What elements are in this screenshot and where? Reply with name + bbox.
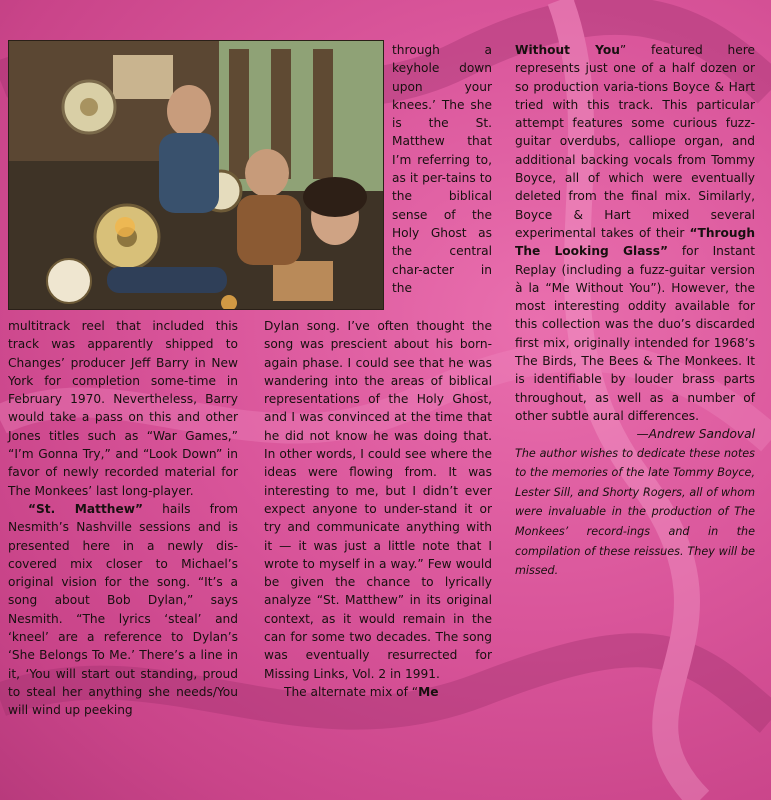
through-the-looking-glass-title: “Through The Looking Glass” [515, 225, 755, 259]
alternate-mix-text: The alternate mix of “ [284, 684, 419, 699]
column-3 [515, 41, 755, 581]
band-photo-illustration [9, 41, 383, 309]
me-without-you-title-start: Me [418, 684, 439, 699]
band-photo [8, 40, 384, 310]
author-signature: —Andrew Sandoval [636, 427, 755, 442]
col3-text-a: ” featured here represents just one of a half dozen or so production varia-tions Boyce & Hart tried with this track. This particular attempt features some curious fuzz-guitar overdubs, calliope organ, and additional backing vocals from Tommy Boyce, all of which were eventually deleted from the final mix. Similarly, Boyce & Hart mixed several experimental takes of their [515, 43, 756, 240]
col3-paragraph-1 [515, 41, 755, 425]
col3-text-b: for Instant Replay (including a fuzz-guitar version à la “Me Without You”). However, the most interesting oddity available for this collection was the duo’s discarded first mix, originally intended for 1968’s The Birds, The Bees & The Monkees. It is identifiable by louder brass parts throughout, as well as a number of other subtle aural differences. [515, 244, 755, 423]
me-without-you-title-end: Without You [515, 43, 620, 57]
column-1 [8, 317, 238, 720]
col1-paragraph-1: multitrack reel that included this track was apparently shipped to Changes’ producer Jeff Barry in New York for completion some-time in February 1970. Nevertheless, Barry would take a pass on this and other Jones titles such as “War Games,” “I’m Gonna Try,” and “Look Down” in favor of newly recorded material for The Monkees’ last long-player. [8, 319, 238, 498]
col2-paragraph-2 [264, 683, 492, 701]
dedication: The author wishes to dedicate these notes to the memories of the late Tommy Boyce, Lester Sill, and Shorty Rogers, all of whom were invaluable in the production of The Monkees’ record-ings and in the compilation of these reissues. They will be missed. [515, 446, 755, 578]
col1-paragraph-2-text: hails from Nesmith’s Nashville sessions and is presented here in a newly dis-covered mix closer to Michael’s original vision for the song. “It’s a song about Bob Dylan,” says Nesmith. “The lyrics ‘steal’ and ‘kneel’ are a reference to Dylan’s ‘She Belongs To Me.’ There’s a line in it, ‘You will start out standing, proud to steal her anything she needs/You will wind up peeking [8, 501, 238, 718]
col2-paragraph-1: Dylan song. I’ve often thought the song was prescient about his born-again phase. I could see that he was wandering into the areas of biblical representations of the Holy Ghost, and I was convinced at the time that he did not know he was doing that. In other words, I could see where the ideas were flowing from. It was interesting to me, but I didn’t ever expect anyone to under-stand it or try and communicate anything with it — it was just a little note that I wrote to myself in a way.” Few would be given the chance to lyrically analyze “St. Matthew” in its original context, as it would remain in the can for some two decades. The song was eventually resurrected for Missing Links, Vol. 2 in 1991. [264, 319, 492, 681]
col1-paragraph-2 [8, 500, 238, 720]
column-2-lower [264, 317, 492, 701]
st-matthew-title: “St. Matthew” [28, 501, 143, 516]
col2-upper-text: through a keyhole down upon your knees.’ The she is the St. Matthew that I’m referring to, as it per-tains to the biblical sense of the Holy Ghost as the central char-acter in the [392, 43, 492, 295]
column-2-upper [392, 41, 492, 297]
